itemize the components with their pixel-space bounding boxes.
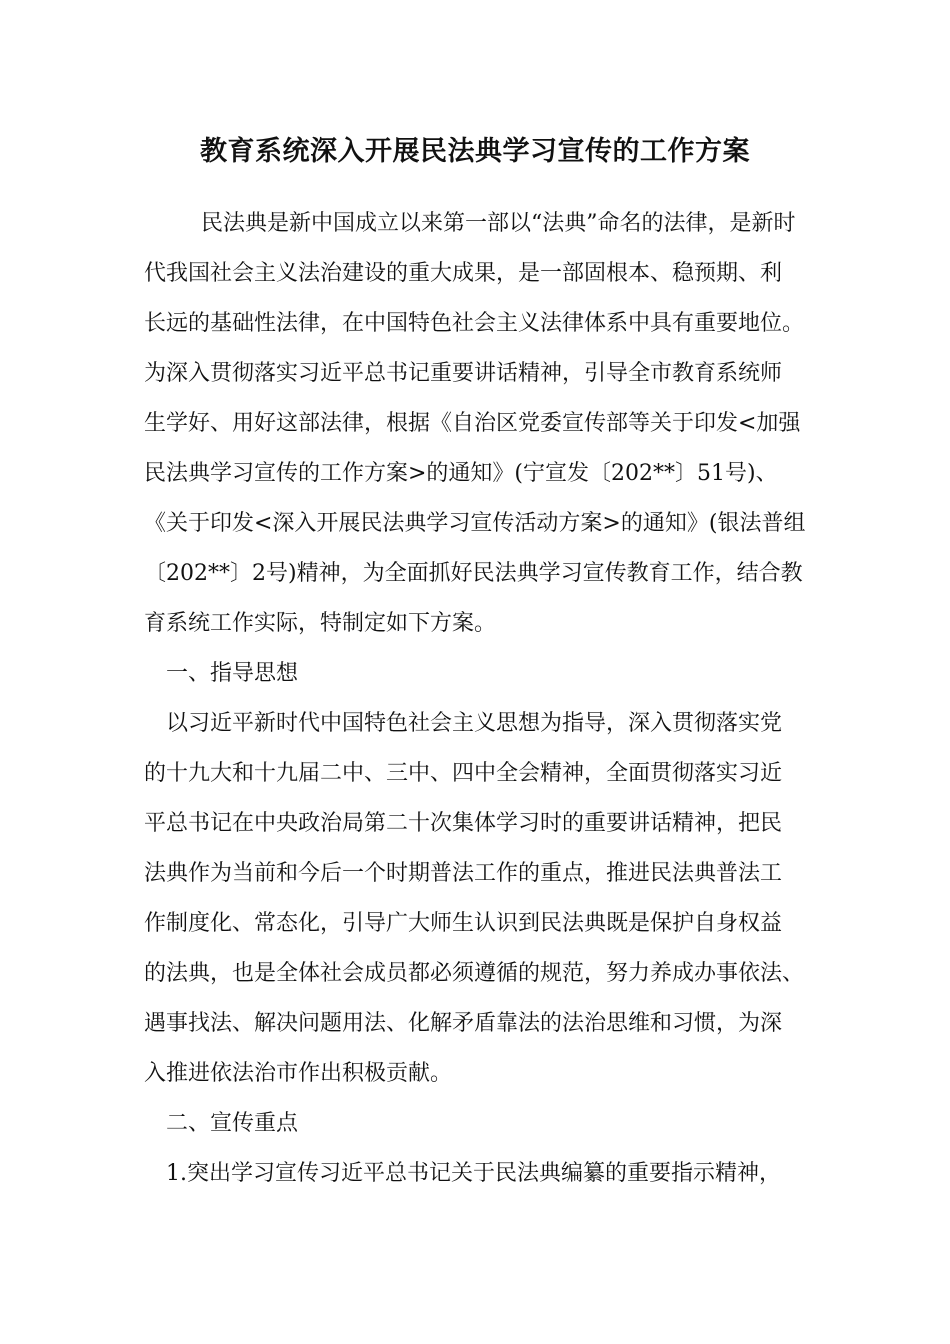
paragraph-line: 生学好、用好这部法律，根据《自治区党委宣传部等关于印发<加强 [144, 411, 801, 436]
document-title: 教育系统深入开展民法典学习宣传的工作方案 [200, 136, 750, 167]
paragraph-line: 民法典学习宣传的工作方案>的通知》(宁宣发〔202**〕51号)、 [144, 461, 778, 486]
paragraph-line: 1.突出学习宣传习近平总书记关于民法典编纂的重要指示精神， [166, 1161, 781, 1186]
paragraph-line: 以习近平新时代中国特色社会主义思想为指导，深入贯彻落实党 [166, 711, 783, 736]
paragraph-line: 代我国社会主义法治建设的重大成果，是一部固根本、稳预期、利 [144, 261, 783, 286]
paragraph-line: 育系统工作实际，特制定如下方案。 [144, 611, 497, 636]
paragraph-line: 遇事找法、解决问题用法、化解矛盾靠法的法治思维和习惯，为深 [144, 1011, 783, 1036]
paragraph-line: 〔202**〕2号)精神，为全面抓好民法典学习宣传教育工作，结合教 [144, 561, 803, 586]
paragraph-line: 作制度化、常态化，引导广大师生认识到民法典既是保护自身权益 [144, 911, 783, 936]
paragraph-line: 入推进依法治市作出积极贡献。 [144, 1061, 453, 1086]
paragraph-line: 法典作为当前和今后一个时期普法工作的重点，推进民法典普法工 [144, 861, 783, 886]
paragraph-line: 为深入贯彻落实习近平总书记重要讲话精神，引导全市教育系统师 [144, 361, 783, 386]
paragraph-line: 的法典，也是全体社会成员都必须遵循的规范，努力养成办事依法、 [144, 961, 805, 986]
paragraph-line: 长远的基础性法律，在中国特色社会主义法律体系中具有重要地位。 [144, 311, 805, 336]
paragraph-line: 民法典是新中国成立以来第一部以“法典”命名的法律，是新时 [201, 211, 796, 236]
paragraph-line: 《关于印发<深入开展民法典学习宣传活动方案>的通知》(银法普组 [144, 511, 806, 536]
section-heading: 二、宣传重点 [166, 1111, 299, 1136]
section-heading: 一、指导思想 [166, 661, 299, 686]
paragraph-line: 平总书记在中央政治局第二十次集体学习时的重要讲话精神，把民 [144, 811, 783, 836]
paragraph-line: 的十九大和十九届二中、三中、四中全会精神，全面贯彻落实习近 [144, 761, 783, 786]
